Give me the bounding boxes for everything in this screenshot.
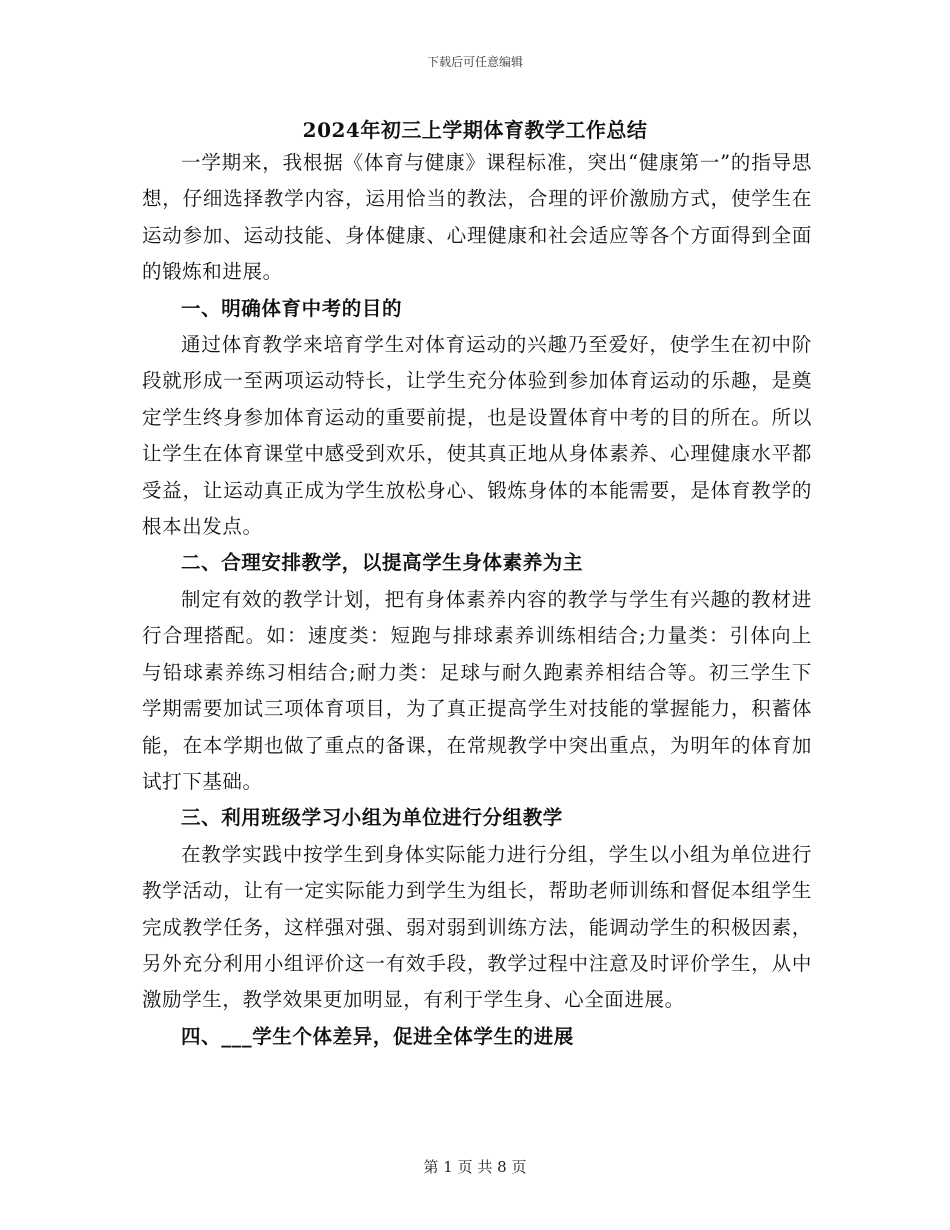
section-3-body: 在教学实践中按学生到身体实际能力进行分组，学生以小组为单位进行教学活动，让有一定实际能力到学生为组长，帮助老师训练和督促本组学生完成教学任务，这样强对强、弱对弱到训练方法，能调动学生的积极因素，另外充分利用小组评价这一有效手段，教学过程中注意及时评价学生，从中激励学生，教学效果更加明显，有利于学生身、心全面进展。 (142, 842, 812, 1012)
intro-paragraph: 一学期来，我根据《体育与健康》课程标准，突出“健康第一”的指导思想，仔细选择教学内容，运用恰当的教法，合理的评价激励方式，使学生在运动参加、运动技能、身体健康、心理健康和社会适应等各个方面得到全面的锻炼和进展。 (142, 151, 812, 284)
header-note: 下载后可任意编辑 (426, 55, 523, 69)
section-2-body: 制定有效的教学计划，把有身体素养内容的教学与学生有兴趣的教材进行合理搭配。如：速度类：短跑与排球素养训练相结合;力量类：引体向上与铅球素养练习相结合;耐力类：足球与耐久跑素养相结合等。初三学生下学期需要加试三项体育项目，为了真正提高学生对技能的掌握能力，积蓄体能，在本学期也做了重点的备课，在常规教学中突出重点，为明年的体育加试打下基础。 (142, 587, 812, 793)
section-3-heading: 三、利用班级学习小组为单位进行分组教学 (181, 806, 563, 830)
section-2-heading: 二、合理安排教学，以提高学生身体素养为主 (181, 551, 584, 575)
page-footer: 第 1 页 共 8 页 (423, 1158, 527, 1176)
section-4-heading: 四、___学生个体差异，促进全体学生的进展 (181, 1024, 574, 1048)
document-body (142, 145, 812, 1055)
document-title: 2024年初三上学期体育教学工作总结 (302, 118, 648, 142)
section-1-body: 通过体育教学来培育学生对体育运动的兴趣乃至爱好，使学生在初中阶段就形成一至两项运动特长，让学生充分体验到参加体育运动的乐趣，是奠定学生终身参加体育运动的重要前提，也是设置体育中考的目的所在。所以让学生在体育课堂中感受到欢乐，使其真正地从身体素养、心理健康水平都受益，让运动真正成为学生放松身心、锻炼身体的本能需要，是体育教学的根本出发点。 (142, 333, 812, 539)
section-1-heading: 一、明确体育中考的目的 (181, 296, 403, 320)
